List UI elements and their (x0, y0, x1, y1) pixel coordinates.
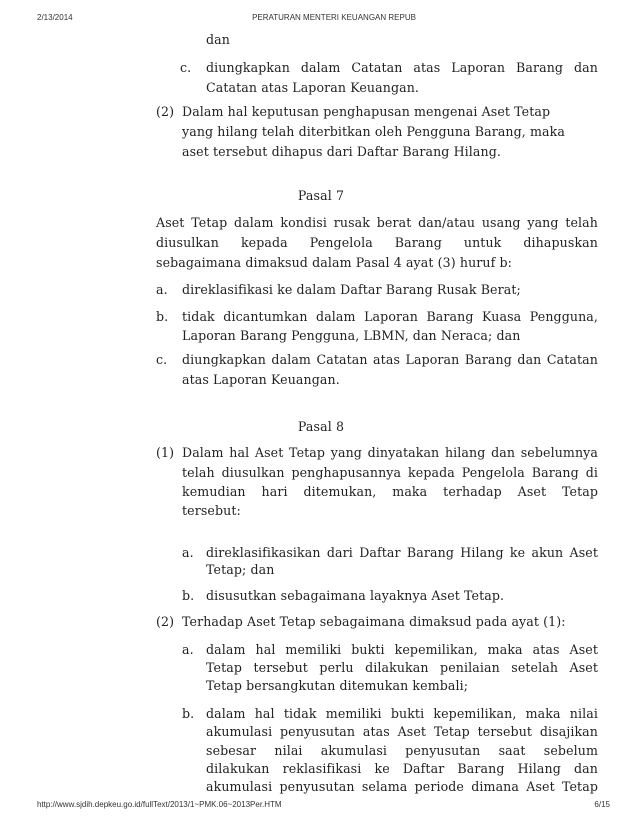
list-marker: (1) (156, 445, 175, 460)
header-title: PERATURAN MENTERI KEUANGAN REPUB (252, 13, 416, 22)
text-line: akumulasi penyusutan selama periode dimana Aset Tetap (206, 779, 598, 794)
text-line: tersebut: (182, 503, 241, 518)
print-date: 2/13/2014 (37, 13, 73, 22)
list-marker: c. (156, 352, 168, 367)
section-heading: Pasal 8 (297, 419, 345, 434)
text-line: Tetap bersangkutan ditemukan kembali; (206, 678, 469, 693)
text-line: aset tersebut dihapus dari Daftar Barang Hilang. (182, 144, 501, 159)
list-marker: b. (182, 588, 195, 603)
page-footer (0, 800, 638, 810)
text-line: disusutkan sebagaimana layaknya Aset Tetap. (206, 588, 505, 603)
text-line: dalam hal memiliki bukti kepemilikan, maka atas Aset (206, 642, 598, 657)
section-heading: Pasal 7 (297, 188, 345, 203)
text-line: Dalam hal Aset Tetap yang dinyatakan hilang dan sebelumnya (182, 445, 598, 460)
text-line: diusulkan kepada Pengelola Barang untuk dihapuskan (156, 235, 598, 250)
text-line: akumulasi penyusutan atas Aset Tetap tersebut disajikan (206, 724, 598, 739)
text-line: diungkapkan dalam Catatan atas Laporan Barang dan Catatan (182, 352, 598, 367)
list-marker: c. (180, 60, 192, 75)
text-line: telah diusulkan penghapusannya kepada Pengelola Barang di (182, 465, 598, 480)
text-line: Tetap; dan (206, 562, 275, 577)
text-line: Laporan Barang Pengguna, LBMN, dan Neraca; dan (182, 328, 521, 343)
list-marker: (2) (156, 104, 175, 119)
text-line: Aset Tetap dalam kondisi rusak berat dan/atau usang yang telah (156, 215, 598, 230)
source-url: http://www.sjdih.depkeu.go.id/fullText/2013/1~PMK.06~2013Per.HTM (37, 800, 282, 809)
text-line: sebagaimana dimaksud dalam Pasal 4 ayat (3) huruf b: (156, 255, 513, 270)
list-marker: a. (182, 545, 194, 560)
text-line: direklasifikasikan dari Daftar Barang Hilang ke akun Aset (206, 545, 598, 560)
text-line: dalam hal tidak memiliki bukti kepemilikan, maka nilai (206, 706, 598, 721)
text-line: diungkapkan dalam Catatan atas Laporan Barang dan (206, 60, 598, 75)
list-marker: b. (156, 309, 169, 324)
text-line: direklasifikasi ke dalam Daftar Barang Rusak Berat; (182, 282, 521, 297)
text-line: yang hilang telah diterbitkan oleh Pengguna Barang, maka (182, 124, 566, 139)
text-line: dan (206, 32, 230, 47)
page-number: 6/15 (594, 800, 610, 809)
list-marker: (2) (156, 614, 175, 629)
text-line: Catatan atas Laporan Keuangan. (206, 80, 420, 95)
list-marker: a. (182, 642, 194, 657)
text-line: kemudian hari ditemukan, maka terhadap Aset Tetap (182, 484, 598, 499)
text-line: sebesar nilai akumulasi penyusutan saat sebelum (206, 743, 598, 758)
text-line: tidak dicantumkan dalam Laporan Barang Kuasa Pengguna, (182, 309, 598, 324)
text-line: dilakukan reklasifikasi ke Daftar Barang Hilang dan (206, 761, 598, 776)
text-line: Dalam hal keputusan penghapusan mengenai Aset Tetap (182, 104, 551, 119)
text-line: Terhadap Aset Tetap sebagaimana dimaksud pada ayat (1): (182, 614, 566, 629)
text-line: Tetap tersebut perlu dilakukan penilaian setelah Aset (206, 660, 598, 675)
list-marker: b. (182, 706, 195, 721)
list-marker: a. (156, 282, 168, 297)
text-line: atas Laporan Keuangan. (182, 372, 340, 387)
